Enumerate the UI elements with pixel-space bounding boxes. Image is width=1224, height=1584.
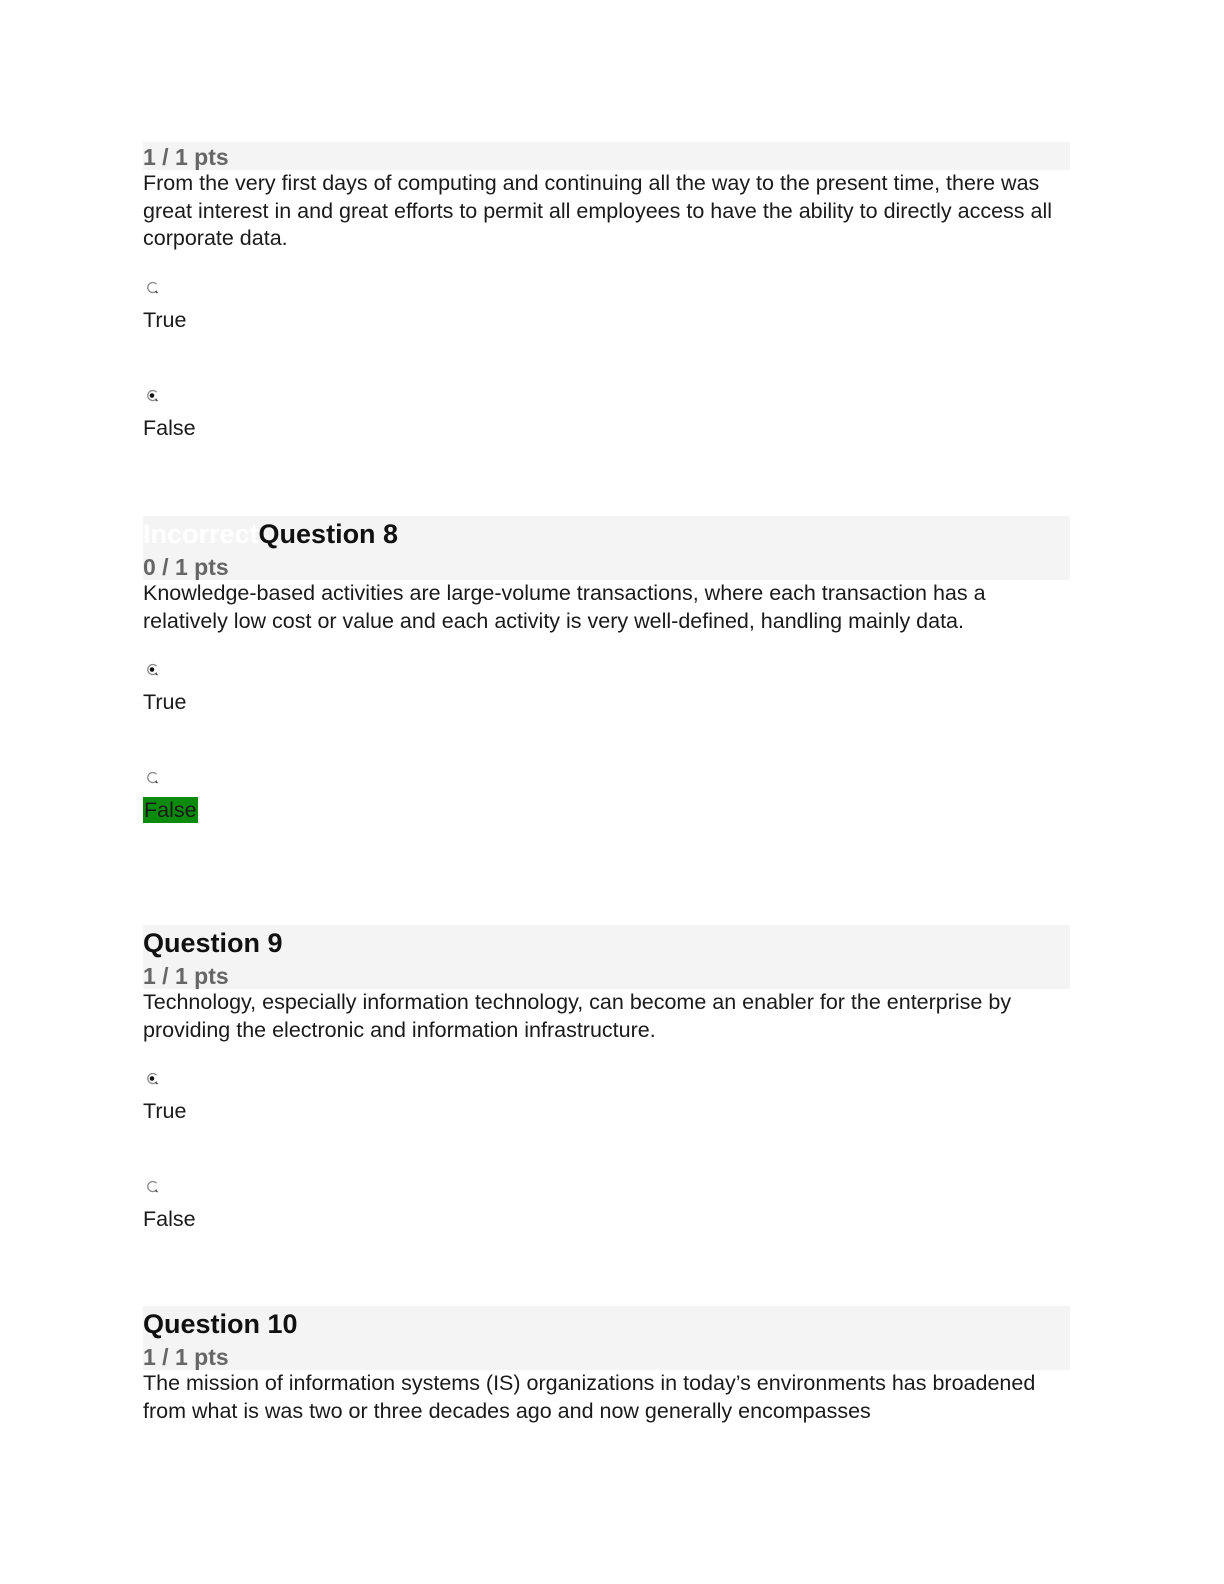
question-header	[143, 1306, 1070, 1370]
answer-option-true[interactable]	[143, 1072, 1070, 1180]
question-points: 0 / 1 pts	[143, 554, 229, 580]
question-block-10	[143, 1306, 1070, 1425]
answer-option-true[interactable]	[143, 663, 1070, 771]
question-points: 1 / 1 pts	[143, 1344, 229, 1370]
answer-label: True	[143, 307, 187, 332]
question-title: Question 8	[258, 519, 399, 549]
incorrect-label: Incorrect	[143, 519, 259, 549]
question-text: From the very first days of computing and continuing all the way to the present time, there was great interest in and great efforts to permit all employees to have the ability to directly access all corporate data.	[143, 171, 1053, 250]
radio-selected-icon[interactable]	[146, 663, 159, 676]
question-points: 1 / 1 pts	[143, 963, 229, 989]
radio-unselected-icon[interactable]	[146, 1180, 159, 1193]
answer-label: False	[143, 1207, 196, 1231]
question-header	[143, 516, 1070, 580]
radio-selected-icon[interactable]	[146, 389, 159, 402]
question-block-9	[143, 925, 1070, 1288]
question-text: Technology, especially information technology, can become an enabler for the enterprise by providing the electronic and information infrastructure.	[143, 990, 1012, 1042]
question-block-8	[143, 516, 1070, 879]
question-header	[143, 142, 1070, 170]
question-title-row	[143, 516, 1070, 552]
question-block-7	[143, 142, 1070, 497]
question-title: Question 10	[143, 1309, 298, 1339]
answer-label: True	[143, 690, 187, 714]
answer-label: False	[143, 415, 196, 440]
radio-unselected-icon[interactable]	[146, 771, 159, 784]
question-points: 1 / 1 pts	[143, 144, 229, 170]
question-text: The mission of information systems (IS) organizations in today’s environments has broadened from what is was two or three decades ago and now generally encompasses	[143, 1371, 1036, 1423]
question-header	[143, 925, 1070, 989]
question-text: Knowledge-based activities are large-volume transactions, where each transaction has a relatively low cost or value and each activity is very well-defined, handling mainly data.	[143, 581, 986, 633]
answer-option-true[interactable]	[143, 281, 1070, 389]
question-title: Question 9	[143, 928, 283, 958]
answer-option-false[interactable]	[143, 771, 1070, 879]
answer-option-false[interactable]	[143, 1180, 1070, 1288]
correct-answer-label: False	[144, 798, 197, 822]
answer-option-false[interactable]	[143, 389, 1070, 497]
radio-selected-icon[interactable]	[146, 1072, 159, 1085]
answer-label: True	[143, 1099, 187, 1123]
radio-unselected-icon[interactable]	[146, 281, 159, 294]
